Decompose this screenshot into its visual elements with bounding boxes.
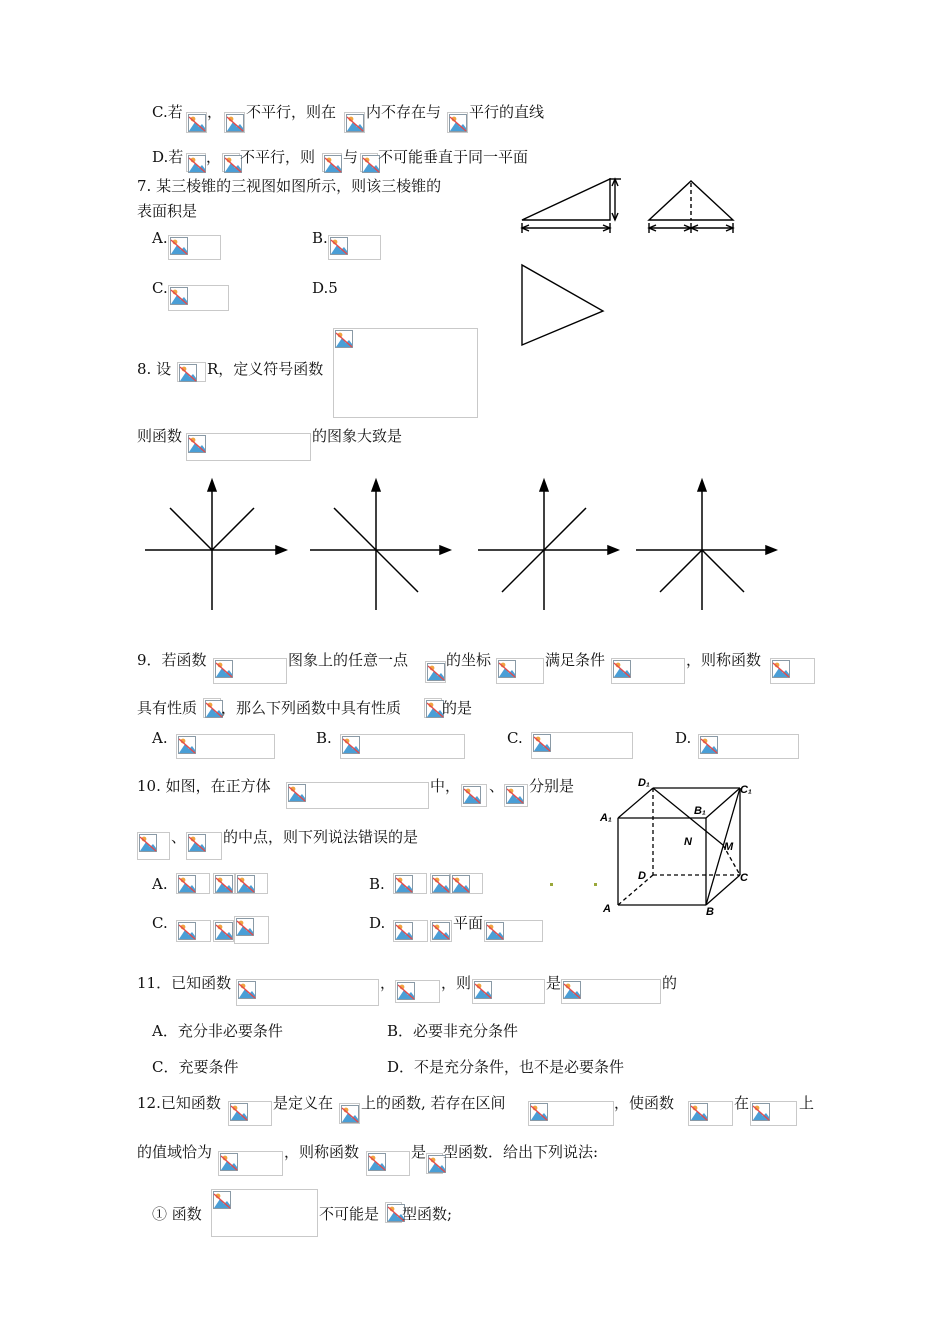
formula-image (211, 1189, 318, 1237)
formula-image (186, 112, 207, 133)
q6-opt-d-prefix: D.若 (152, 148, 184, 166)
formula-image (425, 661, 446, 683)
q12-item-1c: 型函数; (402, 1205, 453, 1223)
q11-option-a: A．充分非必要条件 (152, 1022, 283, 1040)
formula-image (472, 979, 545, 1004)
cube-label-b1: B₁ (694, 805, 706, 817)
q7-option-d-label: D.5 (312, 279, 338, 297)
formula-image (698, 734, 799, 759)
q12-stem-c: 上的函数, 若存在区间 (361, 1094, 506, 1112)
formula-image (366, 1151, 410, 1176)
front-view-triangle (522, 179, 610, 220)
formula-image (286, 782, 429, 809)
formula-image (213, 920, 234, 942)
formula-image (424, 698, 442, 718)
formula-image (430, 920, 452, 942)
q9-stem-d: 满足条件 (545, 651, 606, 669)
q8-stem-c: 则函数 (137, 427, 183, 445)
cube-label-c: C (740, 872, 748, 884)
q9-option-b-label: B. (316, 729, 332, 747)
q10-option-d-label: D. (369, 914, 386, 932)
formula-image (168, 235, 221, 260)
q10-stem-d: 分别是 (529, 777, 575, 795)
formula-image (186, 832, 222, 860)
q11-stem-c: ，则 (441, 974, 472, 992)
three-view-figure (515, 175, 745, 355)
q12-stem-a: 12.已知函数 (137, 1094, 221, 1112)
graph-option-3 (478, 480, 618, 610)
formula-image (750, 1101, 797, 1126)
q6-opt-c-suffix: 平行的直线 (469, 103, 545, 121)
q9-stem-c: 的坐标 (446, 651, 492, 669)
q11-option-d: D．不是充分条件，也不是必要条件 (387, 1058, 625, 1076)
q10-option-c-label: C. (152, 914, 168, 932)
graph-option-2 (310, 480, 450, 610)
formula-image (360, 153, 378, 172)
formula-image (186, 433, 311, 461)
stray-mark (550, 883, 553, 886)
formula-image (176, 873, 210, 894)
q9-stem-g: ，那么下列函数中具有性质 (221, 699, 402, 717)
q10-stem-c: 、 (489, 777, 505, 795)
formula-image (228, 1101, 272, 1126)
q12-item-1a: ① 函数 (152, 1205, 202, 1223)
q6-opt-c-mid2: 内不存在与 (366, 103, 442, 121)
q7-option-c-label: C. (152, 279, 168, 297)
cube-label-n: N (684, 836, 692, 848)
q8-stem-d: 的图象大致是 (312, 427, 403, 445)
cube-label-d: D (638, 870, 646, 882)
formula-image (504, 784, 528, 807)
q6-opt-c-prefix: C.若 (152, 103, 183, 121)
cube-label-m: M (724, 841, 734, 853)
q9-option-d-label: D. (675, 729, 692, 747)
q8-stem-a: 8. 设 (137, 360, 172, 378)
q9-stem-f: 具有性质 (137, 699, 198, 717)
q11-option-c: C．充要条件 (152, 1058, 239, 1076)
graph-option-4 (636, 480, 776, 610)
formula-image (213, 873, 235, 894)
formula-image (447, 112, 468, 133)
q6-opt-c-mid1: 不平行，则在 (246, 103, 337, 121)
formula-image (176, 920, 211, 942)
cube-label-b: B (706, 906, 714, 918)
q9-stem-a: 9．若函数 (137, 651, 207, 669)
q9-option-a-label: A. (152, 729, 168, 747)
formula-image (236, 979, 379, 1006)
q10-stem-a: 10. 如图，在正方体 (137, 777, 271, 795)
formula-image (344, 112, 365, 133)
formula-image (222, 153, 240, 172)
q10-stem-f: 的中点，则下列说法错误的是 (223, 828, 419, 846)
formula-image (177, 362, 206, 382)
stray-mark (594, 883, 597, 886)
formula-image (340, 734, 465, 759)
cube-figure (598, 775, 763, 920)
formula-image (450, 873, 483, 894)
q7-option-a-label: A. (152, 229, 168, 247)
formula-image (322, 153, 342, 172)
q12-stem-j: 型函数．给出下列说法: (443, 1143, 599, 1161)
q12-item-1b: 不可能是 (319, 1205, 380, 1223)
cube-label-a: A (603, 903, 611, 915)
formula-image (385, 1202, 402, 1223)
q12-stem-i: 是 (411, 1143, 427, 1161)
cube-label-a1: A₁ (600, 812, 612, 824)
q11-stem-b: ， (380, 974, 396, 992)
q9-stem-h: 的是 (442, 699, 473, 717)
formula-image (333, 328, 478, 418)
q7-option-b-label: B. (312, 229, 328, 247)
q9-option-c-label: C. (507, 729, 523, 747)
q11-stem-d: 是 (546, 974, 562, 992)
graph-option-1 (145, 480, 286, 610)
q12-stem-h: ，则称函数 (284, 1143, 360, 1161)
q9-stem-b: 图象上的任意一点 (288, 651, 409, 669)
formula-image (496, 658, 544, 684)
q10-stem-b: 中， (430, 777, 461, 795)
q12-stem-e: 在 (734, 1094, 750, 1112)
q6-opt-d-suffix: 不可能垂直于同一平面 (378, 148, 529, 166)
q10-option-d-word: 平面 (453, 914, 484, 932)
q6-opt-d-mid1: 不平行，则 (240, 148, 316, 166)
formula-image (393, 920, 428, 942)
formula-image (561, 979, 661, 1004)
formula-image (168, 285, 229, 311)
q10-option-a-label: A. (152, 875, 168, 893)
formula-image (461, 784, 487, 807)
formula-image (430, 873, 450, 894)
q8-stem-b: R，定义符号函数 (207, 360, 324, 378)
formula-image (770, 658, 815, 684)
formula-image (234, 916, 269, 944)
q11-stem-e: 的 (662, 974, 678, 992)
cube-label-d1: D₁ (638, 777, 650, 789)
q10-option-b-label: B. (369, 875, 385, 893)
q12-stem-f: 上 (799, 1094, 815, 1112)
formula-image (213, 658, 287, 684)
formula-image (395, 980, 440, 1003)
formula-image (688, 1101, 733, 1126)
formula-image (203, 698, 221, 718)
sign-function-graphs (140, 475, 790, 615)
formula-image (186, 153, 206, 172)
q6-opt-c-sep: ， (207, 103, 223, 121)
cube-label-c1: C₁ (740, 784, 752, 796)
formula-image (339, 1103, 360, 1124)
formula-image (528, 1101, 614, 1126)
q7-stem-line2: 表面积是 (137, 202, 198, 220)
q12-stem-g: 的值域恰为 (137, 1143, 213, 1161)
formula-image (235, 873, 268, 894)
q11-option-b: B．必要非充分条件 (387, 1022, 519, 1040)
q9-stem-e: ，则称函数 (686, 651, 762, 669)
formula-image (611, 658, 685, 684)
formula-image (218, 1151, 283, 1176)
formula-image (224, 112, 245, 133)
formula-image (137, 832, 170, 860)
formula-image (328, 235, 381, 260)
formula-image (393, 873, 427, 894)
formula-image (426, 1153, 443, 1174)
q10-stem-e: 、 (171, 828, 187, 846)
q7-stem-line1: 7. 某三棱锥的三视图如图所示，则该三棱锥的 (137, 177, 442, 195)
q12-stem-d: ，使函数 (614, 1094, 675, 1112)
q6-opt-d-mid2: 与 (343, 148, 359, 166)
formula-image (484, 920, 543, 942)
top-view-triangle (522, 265, 603, 345)
q11-stem-a: 11．已知函数 (137, 974, 232, 992)
q12-stem-b: 是定义在 (273, 1094, 334, 1112)
formula-image (176, 734, 275, 759)
q6-opt-d-sep: ， (206, 148, 222, 166)
formula-image (531, 732, 633, 759)
